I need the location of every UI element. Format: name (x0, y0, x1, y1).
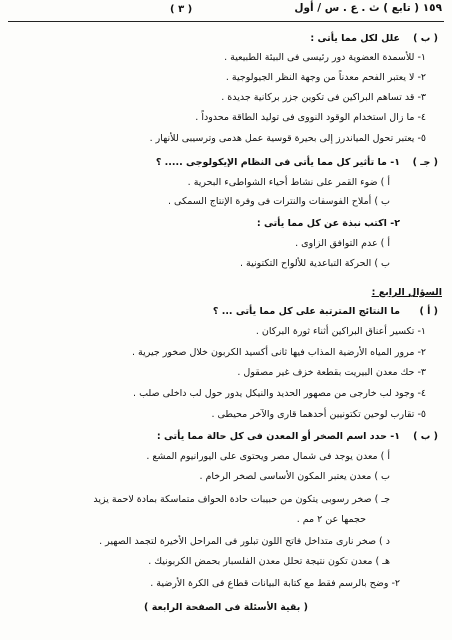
page-number: ( ٣ ) (170, 4, 193, 15)
q4-part-a-label: ( أ ) (419, 306, 438, 317)
question-item: ب ) الحركة التباعدية للألواح التكتونية . (239, 258, 390, 269)
q4-b2-question: ٢- وضح بالرسم فقط مع كتابة البيانات قطاع فى الكرة الأرضية . (150, 578, 400, 589)
header-divider (8, 21, 444, 22)
section-b-title: علل لكل مما يأتى : (310, 33, 400, 44)
question-item: أ ) عدم التوافق الزاوى . (295, 238, 390, 249)
question-item: ٢- مرور المياه الأرضية المذاب فيها ثانى أكسيد الكربون خلال صخور جيرية . (131, 347, 426, 358)
section-c-label: ( جـ ) (412, 157, 438, 168)
question-item: هـ ) معدن تكون نتيجة تحلل معدن الفلسبار بحمض الكربونيك . (148, 556, 390, 567)
question-item: ١- تكسير أعناق البراكين أثناء ثورة البركان . (255, 326, 426, 337)
question-item: ٢- لا يعتبر الفحم معدناً من وجهة النظر الجيولوجية . (225, 72, 426, 83)
question-item: ب ) أملاح الفوسفات والنترات فى وفرة الإنتاج السمكى . (168, 196, 390, 207)
question-item-continued: حجمها عن ٢ مم . (296, 514, 366, 525)
question-item: ٣- قد تساهم البراكين فى تكوين جزر بركانية جديدة . (221, 92, 426, 103)
question-item: ب ) معدن يعتبر المكون الأساسى لصخر الرخام . (199, 471, 390, 482)
section-c-q2: ٢- اكتب نبذة عن كل مما يأتى : (256, 218, 400, 229)
question-four-title: السؤال الرابع : (371, 287, 442, 298)
question-item: ٣- حك معدن البيريت بقطعة خزف غير مصقول . (237, 367, 426, 378)
question-item: جـ ) صخر رسوبى يتكون من حبيبات حادة الحواف متماسكة بمادة لاحمة يزيد (93, 494, 390, 505)
question-item: أ ) ضوء القمر على نشاط أحياء الشواطىء البحرية . (187, 177, 390, 188)
footer-note: ( بقية الأسئلة فى الصفحة الرابعة ) (144, 602, 308, 613)
question-item: ٥- يعتبر تحول المياندرز إلى بحيرة قوسية عمل هدمى وترسيبى للأنهار . (149, 133, 426, 144)
question-item: ٥- تقارب لوحين تكتونيين أحدهما قارى والآخر محيطى . (211, 409, 426, 420)
page-header (10, 2, 442, 18)
q4-part-a-title: ما النتائج المترتبة على كل مما يأتى ... ؟ (212, 306, 400, 317)
question-item: ٤- وجود لب خارجى من مصهور الحديد والنيكل يدور حول لب داخلى صلب . (133, 388, 426, 399)
question-item: د ) صخر نارى متداخل فاتح اللون تبلور فى المراحل الأخيرة لتجمد الصهير . (99, 536, 390, 547)
question-item: أ ) معدن يوجد فى شمال مصر ويحتوى على اليورانيوم المشع . (146, 451, 390, 462)
q4-part-b-title: ١- حدد اسم الصخر أو المعدن فى كل حالة مما يأتى : (156, 431, 400, 442)
question-item: ٤- ما زال استخدام الوقود النووى فى توليد الطاقة محدوداً . (195, 112, 426, 123)
question-item: ١- للأسمدة العضوية دور رئيسى فى البيئة الطبيعية . (224, 52, 426, 63)
exam-code: ١٥٩ ( تابع ) ث . ع . س / أول (294, 2, 442, 14)
section-c-q1: ١- ما تأثير كل مما يأتى فى النظام الإيكولوجى ..... ؟ (155, 157, 400, 168)
section-b-label: ( ب ) (413, 33, 438, 44)
q4-part-b-label: ( ب ) (413, 431, 438, 442)
